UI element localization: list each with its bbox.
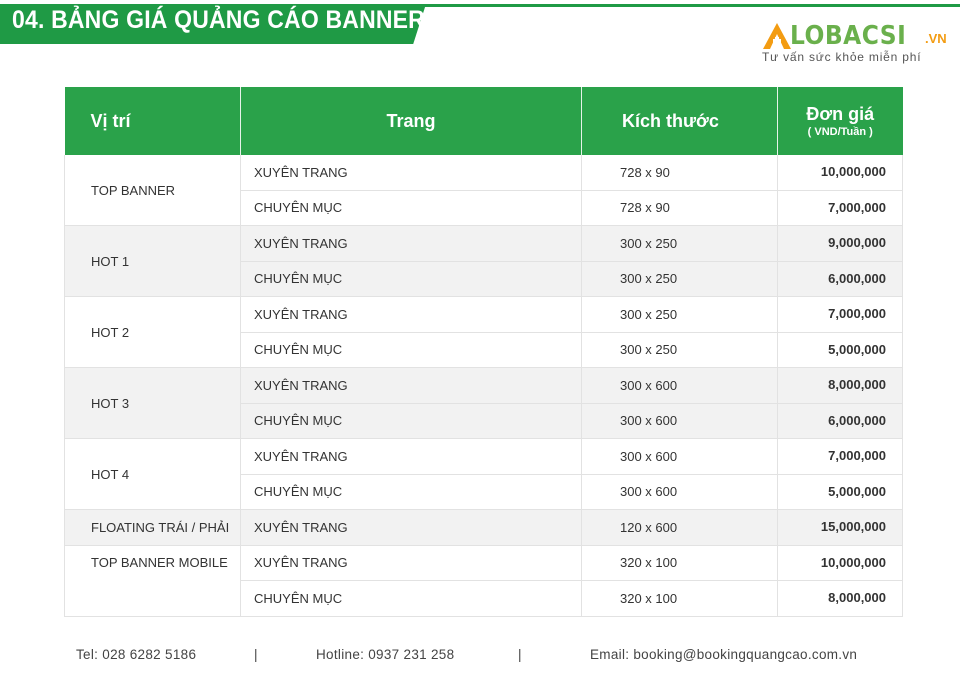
header-page: Trang [241,87,582,155]
footer-separator: | [518,647,522,662]
footer-email[interactable]: Email: booking@bookingquangcao.com.vn [590,647,858,662]
cell-price [778,190,903,226]
cell-position [65,368,241,439]
cell-size: 300 x 250 [582,226,778,262]
cell-size: 300 x 600 [582,474,778,510]
price-value: 7,000,000 [828,306,886,321]
cell-page: XUYÊN TRANG [241,439,582,475]
cell-size: 300 x 600 [582,403,778,439]
cell-position [65,155,241,226]
header-price-label: Đơn giá [806,104,875,124]
price-value: 9,000,000 [828,235,886,250]
price-value: 8,000,000 [828,377,886,392]
table-row [65,439,903,475]
price-value: 6,000,000 [828,412,886,428]
cell-position [65,439,241,510]
footer-tel: Tel: 028 6282 5186 [76,647,197,662]
cell-page: XUYÊN TRANG [241,297,582,333]
cell-price [778,155,903,190]
position-label: HOT 4 [91,467,130,482]
cell-page: XUYÊN TRANG [241,368,582,404]
cell-price [778,403,903,439]
cell-size: 120 x 600 [582,510,778,546]
cell-size: 300 x 600 [582,439,778,475]
footer-hotline: Hotline: 0937 231 258 [316,647,455,662]
cell-price [778,439,903,475]
cell-price [778,332,903,368]
table-header-row [65,87,903,155]
header-price [778,87,903,155]
price-value: 7,000,000 [828,448,886,463]
cell-size: 300 x 250 [582,332,778,368]
table-row [65,297,903,333]
position-label: TOP BANNER [91,183,176,198]
cell-page: XUYÊN TRANG [241,226,582,262]
cell-position [65,226,241,297]
footer-separator: | [254,647,258,662]
cell-size: 728 x 90 [582,155,778,190]
cell-page: XUYÊN TRANG [241,510,582,546]
cell-page: CHUYÊN MỤC [241,403,582,439]
position-label: TOP BANNER MOBILE [91,554,228,570]
price-value: 7,000,000 [828,199,886,215]
cell-position [65,510,241,546]
cell-page: CHUYÊN MỤC [241,261,582,297]
cell-position [65,545,241,616]
price-value: 8,000,000 [828,590,886,605]
header-position: Vị trí [65,87,241,155]
cell-price [778,510,903,546]
price-value: 5,000,000 [828,341,886,357]
cell-price [778,545,903,581]
top-divider-line [410,4,960,7]
cell-page: CHUYÊN MỤC [241,474,582,510]
cell-page: CHUYÊN MỤC [241,332,582,368]
price-value: 6,000,000 [828,270,886,286]
table-row [65,510,903,546]
table-row [65,368,903,404]
footer-contact [76,647,896,667]
cell-size: 300 x 250 [582,297,778,333]
cell-price [778,261,903,297]
price-value: 10,000,000 [820,164,886,179]
cell-page: XUYÊN TRANG [241,545,582,581]
position-label: HOT 3 [91,396,130,411]
page-title: 04. BẢNG GIÁ QUẢNG CÁO BANNER [12,6,425,34]
cell-price [778,297,903,333]
logo-suffix: .VN [925,31,947,46]
logo-a-icon [762,22,792,50]
cell-size: 320 x 100 [582,581,778,617]
position-label: HOT 2 [91,325,130,340]
cell-position [65,297,241,368]
cell-price [778,581,903,617]
cell-size: 728 x 90 [582,190,778,226]
banner-price-table [64,87,903,617]
table-body [65,155,903,616]
price-value: 5,000,000 [828,483,886,499]
cell-page: XUYÊN TRANG [241,155,582,190]
logo-word: LOBACSI [790,21,907,51]
header-size: Kích thước [582,87,778,155]
price-value: 10,000,000 [820,554,886,570]
cell-price [778,474,903,510]
cell-size: 300 x 600 [582,368,778,404]
alobacsi-logo [762,22,952,66]
cell-price [778,368,903,404]
table-row [65,545,903,581]
cell-page: CHUYÊN MỤC [241,190,582,226]
position-label: HOT 1 [91,254,130,269]
cell-page: CHUYÊN MỤC [241,581,582,617]
price-value: 15,000,000 [820,519,886,534]
logo-tagline: Tư vấn sức khỏe miễn phí [762,50,922,64]
cell-size: 320 x 100 [582,545,778,581]
cell-size: 300 x 250 [582,261,778,297]
table-row [65,155,903,190]
position-label: FLOATING TRÁI / PHẢI [91,519,230,535]
cell-price [778,226,903,262]
table-row [65,226,903,262]
header-price-unit: ( VND/Tuần ) [807,126,873,138]
